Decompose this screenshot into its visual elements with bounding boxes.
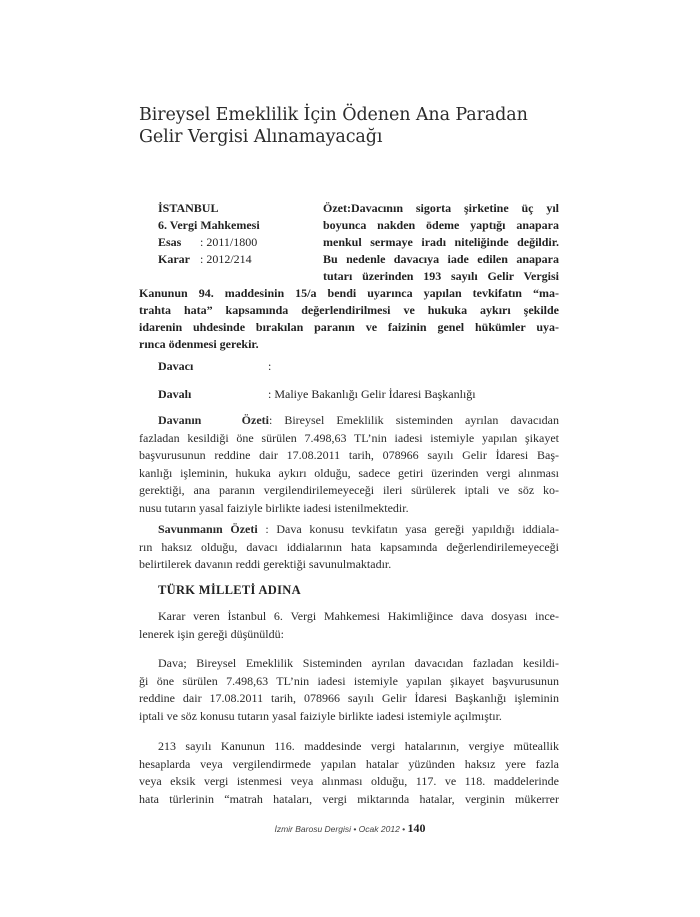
court-name: 6. Vergi Mahkemesi xyxy=(158,218,260,232)
case-summary xyxy=(139,412,559,517)
summary-line: tutarı üzerinden 193 sayılı Gelir Vergisi xyxy=(323,269,559,283)
defense-summary-line: rın haksız olduğu, davacı iddialarının hata kapsamında değerlendirilemeyeceği xyxy=(139,539,559,554)
case-summary-line: fazladan kesildiği öne sürülen 7.498,63 TL’nin iadesi istemiyle yapılan şikayet xyxy=(139,430,559,445)
case-summary-line: gerektiği, ana paranın vergilendirilemeyeceği ileri sürülerek iptali ve söz ko- xyxy=(139,483,559,497)
court-info xyxy=(158,200,328,268)
karar-label: Karar xyxy=(158,252,190,266)
summary-line: trahta hata” kapsamında değerlendirilmesi ve hukuka aykırı şekilde xyxy=(139,303,559,317)
case-summary-line: : Bireysel Emeklilik sisteminden ayrılan davacıdan xyxy=(269,413,559,427)
journal-name: İzmir Barosu Dergisi • Ocak 2012 • xyxy=(274,824,406,834)
summary-continuation xyxy=(139,285,559,353)
paragraph-2 xyxy=(139,655,559,725)
summary-line: boyunca nakden ödeme yaptığı anapara xyxy=(323,218,559,232)
summary-line: menkul sermaye iradı niteliğinde değildir. xyxy=(323,235,559,249)
defendant-value: : Maliye Bakanlığı Gelir İdaresi Başkanlığı xyxy=(268,387,476,401)
page-number: 140 xyxy=(407,821,426,835)
esas-label: Esas xyxy=(158,235,182,249)
paragraph-line: Dava; Bireysel Emeklilik Sisteminden ayrılan davacıdan fazladan kesildi- xyxy=(158,656,559,670)
summary-line: rınca ödenmesi gerekir. xyxy=(139,337,259,351)
summary-line: Kanunun 94. maddesinin 15/a bendi uyarınca yapılan tevkifatın “ma- xyxy=(139,286,559,300)
plaintiff-value: : xyxy=(268,359,272,373)
paragraph-1 xyxy=(139,608,559,643)
summary-line: Bu nedenle davacıya iade edilen anapara xyxy=(323,252,559,266)
paragraph-3 xyxy=(139,738,559,808)
case-summary-line: nusu tutarın yasal faiziyle birlikte iadesi istenilmektedir. xyxy=(139,500,409,515)
paragraph-line: reddine dair 17.08.2011 tarih, 078966 sayılı Gelir İdaresi Başkanlığı işleminin xyxy=(139,691,559,705)
paragraph-line: iptali ve söz konusu tutarın yasal faiziyle birlikte iadesi istemiyle açılmıştır. xyxy=(139,708,502,723)
summary-line: idarenin uhdesinde bırakılan paranın ve faizinin genel hükümler uya- xyxy=(139,320,559,334)
defense-summary-line: belirtilerek davanın reddi gerektiği savunulmaktadır. xyxy=(139,557,392,571)
defendant-row xyxy=(158,387,476,402)
court-city: İSTANBUL xyxy=(158,201,219,215)
defense-summary-label: Savunmanın Özeti xyxy=(158,522,258,536)
karar-value: : 2012/214 xyxy=(200,252,252,266)
plaintiff-row xyxy=(158,359,271,374)
plaintiff-label: Davacı xyxy=(158,359,194,373)
defense-summary-line: : Dava konusu tevkifatın yasa gereği yapıldığı iddiala- xyxy=(265,522,559,536)
page-footer xyxy=(0,821,700,836)
case-summary-label: Davanın Özeti xyxy=(158,413,269,427)
paragraph-line: ği öne sürülen 7.498,63 TL’nin iadesi istemiyle yapılan şikayet başvurusunun xyxy=(139,673,559,688)
summary-line: Özet:Davacının sigorta şirketine üç yıl xyxy=(323,201,559,215)
case-summary-line: başvurusunun reddine dair 17.08.2011 tarih, 078966 sayılı Gelir İdaresi Baş- xyxy=(139,448,559,462)
defendant-label: Davalı xyxy=(158,387,192,401)
paragraph-line: 213 sayılı Kanunun 116. maddesinde vergi hatalarının, vergiye müteallik xyxy=(158,739,559,753)
case-summary-line: kanlığı işleminin, hukuka aykırı olduğu, sadece getiri üzerinden vergi alınması xyxy=(139,465,559,480)
paragraph-line: Karar veren İstanbul 6. Vergi Mahkemesi Hakimliğince dava dosyası ince- xyxy=(158,609,559,623)
esas-value: : 2011/1800 xyxy=(200,235,258,249)
defense-summary xyxy=(139,521,559,574)
section-heading: TÜRK MİLLETİ ADINA xyxy=(158,583,301,597)
article-title: Bireysel Emeklilik İçin Ödenen Ana Paradan Gelir Vergisi Alınamayacağı xyxy=(139,105,528,147)
paragraph-line: hata türlerinin “matrah hataları, vergi miktarında hatalar, verginin mükerrer xyxy=(139,791,559,806)
paragraph-line: hesaplarda veya vergilendirmede yapılan hatalar yüzünden haksız yere fazla xyxy=(139,756,559,771)
paragraph-line: veya eksik vergi istenmesi veya alınması olduğu, 117. ve 118. maddelerinde xyxy=(139,774,559,788)
paragraph-line: lenerek işin gereği düşünüldü: xyxy=(139,626,284,641)
summary-column xyxy=(323,200,559,285)
